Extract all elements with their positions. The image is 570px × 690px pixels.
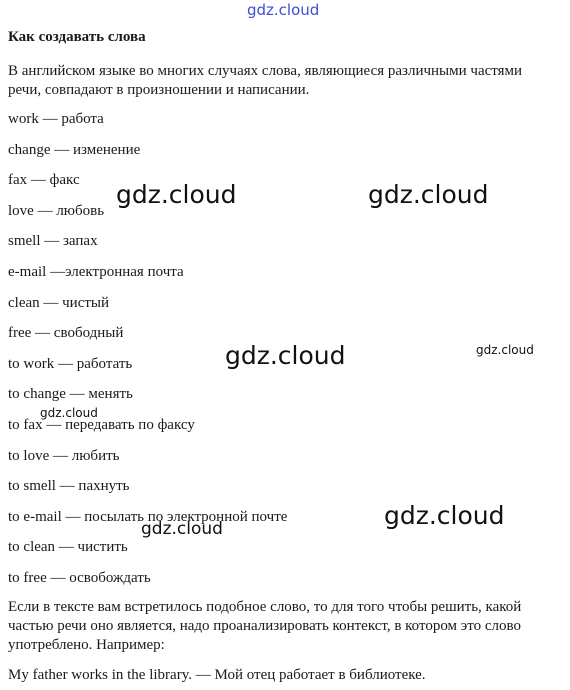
vocab-item: to clean — чистить (8, 539, 128, 556)
watermark-top: gdz.cloud (247, 1, 320, 19)
vocabulary-list (8, 108, 287, 598)
vocab-item: to e-mail — посылать по электронной почте (8, 508, 288, 525)
watermark: gdz.cloud (368, 180, 489, 209)
section-heading: Как создавать слова (8, 29, 146, 45)
vocab-item: e-mail —электронная почта (8, 263, 184, 280)
vocab-item: love — любовь (8, 202, 105, 219)
watermark-medium: gdz.cloud (141, 519, 223, 539)
vocab-item: free — свободный (8, 325, 124, 342)
example-sentence: My father works in the library. — Мой отец работает в библиотеке. (8, 667, 426, 683)
intro-paragraph: В английском языке во многих случаях слова, являющиеся различными частями речи, совпадают в произношении и написании. (8, 63, 523, 98)
vocab-item: to work — работать (8, 355, 133, 372)
vocab-item: work — работа (8, 111, 104, 127)
vocab-item: to smell — пахнуть (8, 478, 130, 495)
watermark: gdz.cloud (384, 501, 505, 530)
watermark-small: gdz.cloud (40, 406, 98, 420)
vocab-item: fax — факс (8, 172, 80, 189)
watermark: gdz.cloud (116, 180, 237, 209)
vocab-item: to love — любить (8, 447, 120, 464)
watermark: gdz.cloud (225, 341, 346, 370)
vocab-item: clean — чистый (8, 294, 110, 311)
vocab-item: to change — менять (8, 386, 133, 403)
vocab-item: smell — запах (8, 233, 98, 250)
watermark-small: gdz.cloud (476, 343, 534, 357)
vocab-item: change — изменение (8, 141, 141, 158)
vocab-item: to free — освобождать (8, 569, 151, 586)
outro-paragraph: Если в тексте вам встретилось подобное слово, то для того чтобы решить, какой частью речи оно является, надо проанализировать контекст, в котором это слово употреблено. Например: (8, 599, 522, 653)
vocab-item: to fax — передавать по факсу (8, 416, 195, 433)
